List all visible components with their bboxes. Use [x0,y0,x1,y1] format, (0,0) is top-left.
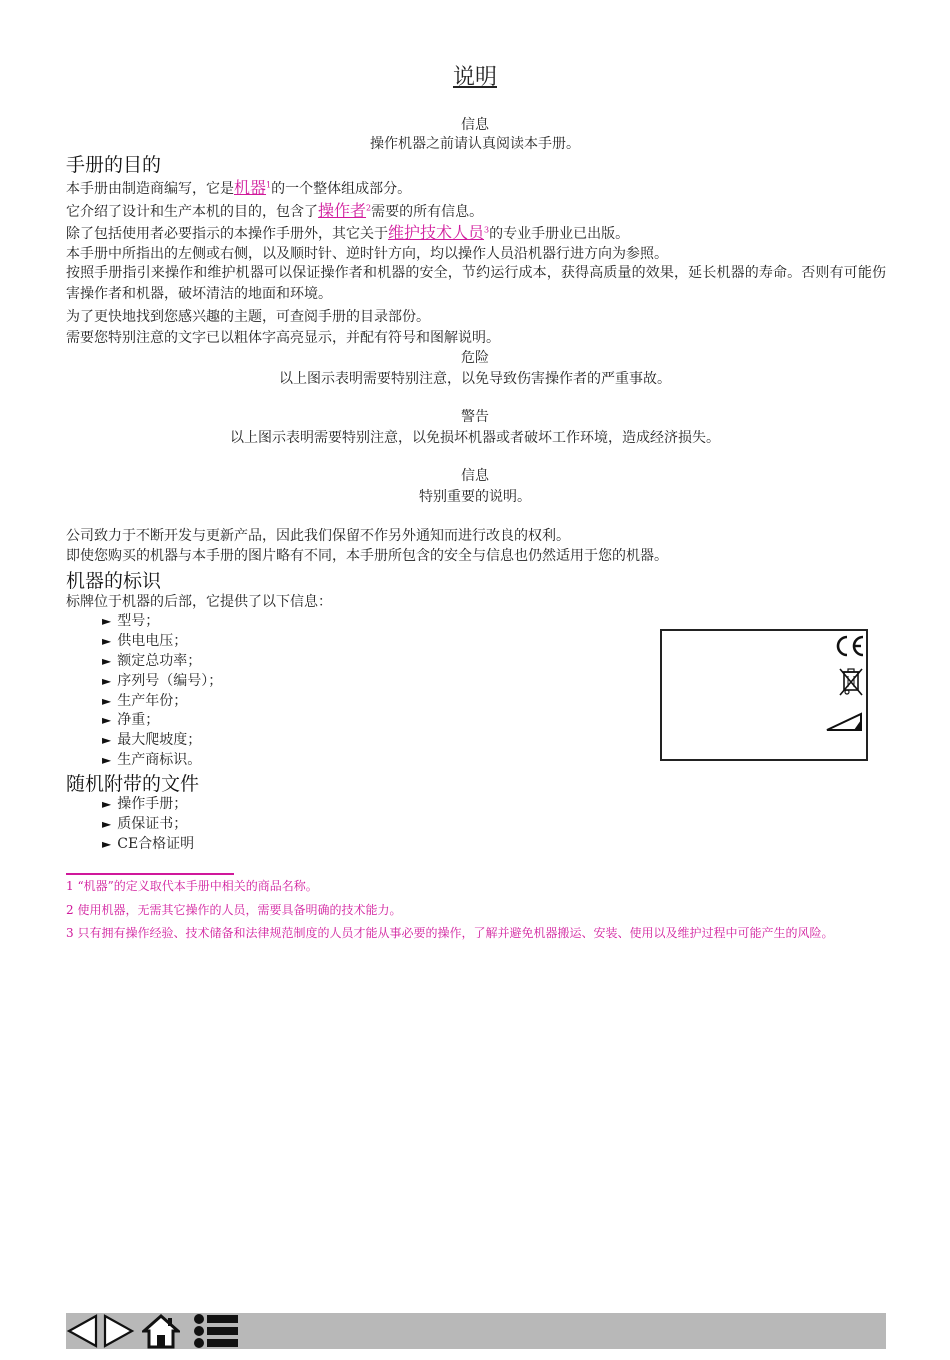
purpose-line-3 [66,220,629,243]
list-item [102,709,159,729]
list-item-text: 操作手册； [117,796,188,812]
bullet-arrow-icon: ► [102,837,112,851]
purpose-heading: 手册的目的 [66,154,162,176]
weee-bin-icon [838,667,864,697]
list-item [102,690,187,710]
company-line-1: 公司致力于不断开发与更新产品，因此我们保留不作另外通知而进行改良的权利。 [66,528,570,544]
danger-label: 危险 [461,350,489,366]
footnote-ref-3[interactable]: 3 [484,225,490,235]
footnote-1: 1 “机器”的定义取代本手册中相关的商品名称。 [66,879,318,893]
identification-intro: 标牌位于机器的后部，它提供了以下信息： [66,594,332,610]
list-item [102,610,159,630]
home-icon[interactable] [142,1313,180,1349]
list-item [102,749,201,769]
warning-text: 以上图示表明需要特别注意，以免损坏机器或者破坏工作环境，造成经济损失。 [230,430,720,446]
list-item-text: 序列号（编号）； [117,673,223,689]
ce-mark-icon [834,633,866,659]
footnote-ref-1[interactable]: 1 [266,180,272,190]
machine-link[interactable]: 机器 [234,178,267,197]
list-item-text: 质保证书； [117,816,188,832]
text: 的专业手册业已出版。 [489,226,630,242]
list-item [102,650,201,670]
footnote-2: 2 使用机器，无需其它操作的人员，需要具备明确的技术能力。 [66,903,402,917]
bullet-arrow-icon: ► [102,797,112,811]
list-item-text: 供电电压； [117,633,188,649]
list-item [102,670,222,690]
navigation-bar [66,1313,886,1349]
bullet-arrow-icon: ► [102,634,112,648]
purpose-line-2 [66,198,483,221]
company-line-2: 即使您购买的机器与本手册的图片略有不同，本手册所包含的安全与信息也仍然适用于您的机器。 [66,548,668,564]
list-item [102,833,194,853]
purpose-line-1 [66,175,411,198]
list-item-text: 型号； [117,613,160,629]
footnote-3: 3 只有拥有操作经验、技术储备和法律规范制度的人员才能从事必要的操作，了解并避免机器搬运、安装、使用以及维护过程中可能产生的风险。 [66,926,834,940]
list-item-text: 额定总功率； [117,653,202,669]
previous-page-icon[interactable] [66,1313,100,1349]
list-item [102,630,187,650]
text: 本手册由制造商编写，它是 [66,181,234,197]
technician-link[interactable]: 维护技术人员 [388,223,485,242]
identification-heading: 机器的标识 [66,570,162,592]
list-item-text: 净重； [117,712,160,728]
footnote-ref-2[interactable]: 2 [366,203,372,213]
bullet-arrow-icon: ► [102,733,112,747]
bullet-arrow-icon: ► [102,817,112,831]
list-item-text: CE合格证明 [117,836,195,852]
list-item [102,813,187,833]
bullet-arrow-icon: ► [102,713,112,727]
text: 需要的所有信息。 [371,204,484,220]
info-text-2: 特别重要的说明。 [419,489,531,505]
footnote-divider [66,873,234,875]
purpose-line-5: 按照手册指引来操作和维护机器可以保证操作者和机器的安全，节约运行成本，获得高质量的效果，延长机器的寿命。否则有可能伤害操作者和机器，破坏清洁的地面和环境。 [66,265,886,302]
info-label-2: 信息 [461,468,489,484]
list-item [102,729,201,749]
text: 它介绍了设计和生产本机的目的，包含了 [66,204,318,220]
next-page-icon[interactable] [102,1313,136,1349]
warning-label: 警告 [461,409,489,425]
bullet-arrow-icon: ► [102,753,112,767]
purpose-line-7: 需要您特别注意的文字已以粗体字高亮显示，并配有符号和图解说明。 [66,330,500,346]
purpose-line-4: 本手册中所指出的左侧或右侧，以及顺时针、逆时针方向，均以操作人员沿机器行进方向为参照。 [66,246,668,262]
text: 除了包括使用者必要指示的本操作手册外，其它关于 [66,226,388,242]
text: 的一个整体组成部分。 [271,181,412,197]
page-title: 说明 [452,65,497,90]
table-of-contents-icon[interactable] [192,1313,240,1349]
bullet-arrow-icon: ► [102,654,112,668]
list-item-text: 最大爬坡度； [117,732,202,748]
bullet-arrow-icon: ► [102,614,112,628]
info-text: 操作机器之前请认真阅读本手册。 [370,136,580,152]
bullet-arrow-icon: ► [102,674,112,688]
nameplate-diagram [660,629,868,761]
list-item-text: 生产年份； [117,693,188,709]
slope-icon [826,711,864,733]
documents-heading: 随机附带的文件 [66,773,200,795]
danger-text: 以上图示表明需要特别注意，以免导致伤害操作者的严重事故。 [279,371,671,387]
list-item [102,793,187,813]
operator-link[interactable]: 操作者 [318,201,367,220]
list-item-text: 生产商标识。 [117,752,202,768]
bullet-arrow-icon: ► [102,694,112,708]
purpose-line-6: 为了更快地找到您感兴趣的主题，可查阅手册的目录部份。 [66,309,430,325]
info-label: 信息 [461,117,489,133]
